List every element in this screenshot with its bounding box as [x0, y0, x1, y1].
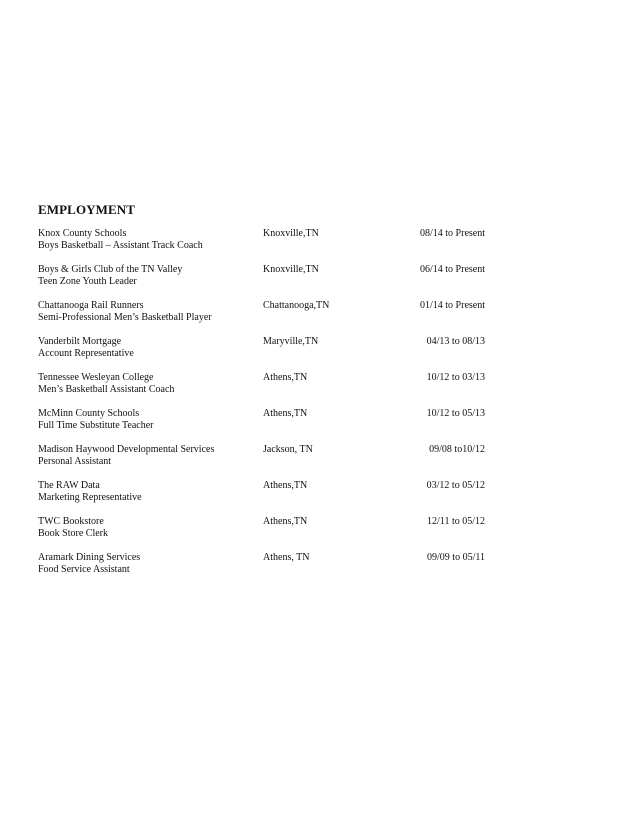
job-location: Athens,TN	[263, 372, 308, 383]
job-dates: 09/08 to10/12	[429, 444, 485, 455]
job-location: Athens,TN	[263, 516, 308, 527]
job-organization: TWC Bookstore	[38, 516, 104, 527]
job-dates: 08/14 to Present	[420, 228, 485, 239]
job-organization: Tennessee Wesleyan College	[38, 372, 154, 383]
job-entry	[38, 372, 598, 400]
job-location: Chattanooga,TN	[263, 300, 330, 311]
job-location: Knoxville,TN	[263, 228, 319, 239]
job-dates: 01/14 to Present	[420, 300, 485, 311]
job-role: Teen Zone Youth Leader	[38, 276, 137, 287]
job-organization: Vanderbilt Mortgage	[38, 336, 122, 347]
job-organization: McMinn County Schools	[38, 408, 140, 419]
job-location: Athens, TN	[263, 552, 310, 563]
job-location: Jackson, TN	[263, 444, 313, 455]
job-dates: 04/13 to 08/13	[426, 336, 485, 347]
job-dates: 09/09 to 05/11	[427, 552, 485, 563]
job-organization: Aramark Dining Services	[38, 552, 141, 563]
job-entry	[38, 552, 598, 580]
job-dates: 10/12 to 03/13	[426, 372, 485, 383]
job-role: Men’s Basketball Assistant Coach	[38, 384, 175, 395]
job-entry	[38, 480, 598, 508]
job-entry	[38, 444, 598, 472]
job-role: Marketing Representative	[38, 492, 142, 503]
job-organization: Madison Haywood Developmental Services	[38, 444, 215, 455]
job-dates: 12/11 to 05/12	[427, 516, 485, 527]
job-entry	[38, 408, 598, 436]
job-role: Food Service Assistant	[38, 564, 130, 575]
job-entry	[38, 228, 598, 256]
job-organization: Boys & Girls Club of the TN Valley	[38, 264, 183, 275]
job-location: Athens,TN	[263, 480, 308, 491]
job-role: Semi-Professional Men’s Basketball Player	[38, 312, 212, 323]
job-entry	[38, 264, 598, 292]
job-role: Personal Assistant	[38, 456, 112, 467]
job-organization: Chattanooga Rail Runners	[38, 300, 144, 311]
job-entry	[38, 516, 598, 544]
job-dates: 10/12 to 05/13	[426, 408, 485, 419]
job-organization: Knox County Schools	[38, 228, 127, 239]
section-heading: EMPLOYMENT	[38, 202, 136, 217]
job-entry	[38, 300, 598, 328]
job-location: Knoxville,TN	[263, 264, 319, 275]
job-role: Boys Basketball – Assistant Track Coach	[38, 240, 203, 251]
job-organization: The RAW Data	[38, 480, 100, 491]
job-location: Athens,TN	[263, 408, 308, 419]
job-role: Full Time Substitute Teacher	[38, 420, 154, 431]
job-dates: 06/14 to Present	[420, 264, 485, 275]
job-role: Account Representative	[38, 348, 134, 359]
job-location: Maryville,TN	[263, 336, 319, 347]
job-dates: 03/12 to 05/12	[426, 480, 485, 491]
job-entry	[38, 336, 598, 364]
job-role: Book Store Clerk	[38, 528, 108, 539]
